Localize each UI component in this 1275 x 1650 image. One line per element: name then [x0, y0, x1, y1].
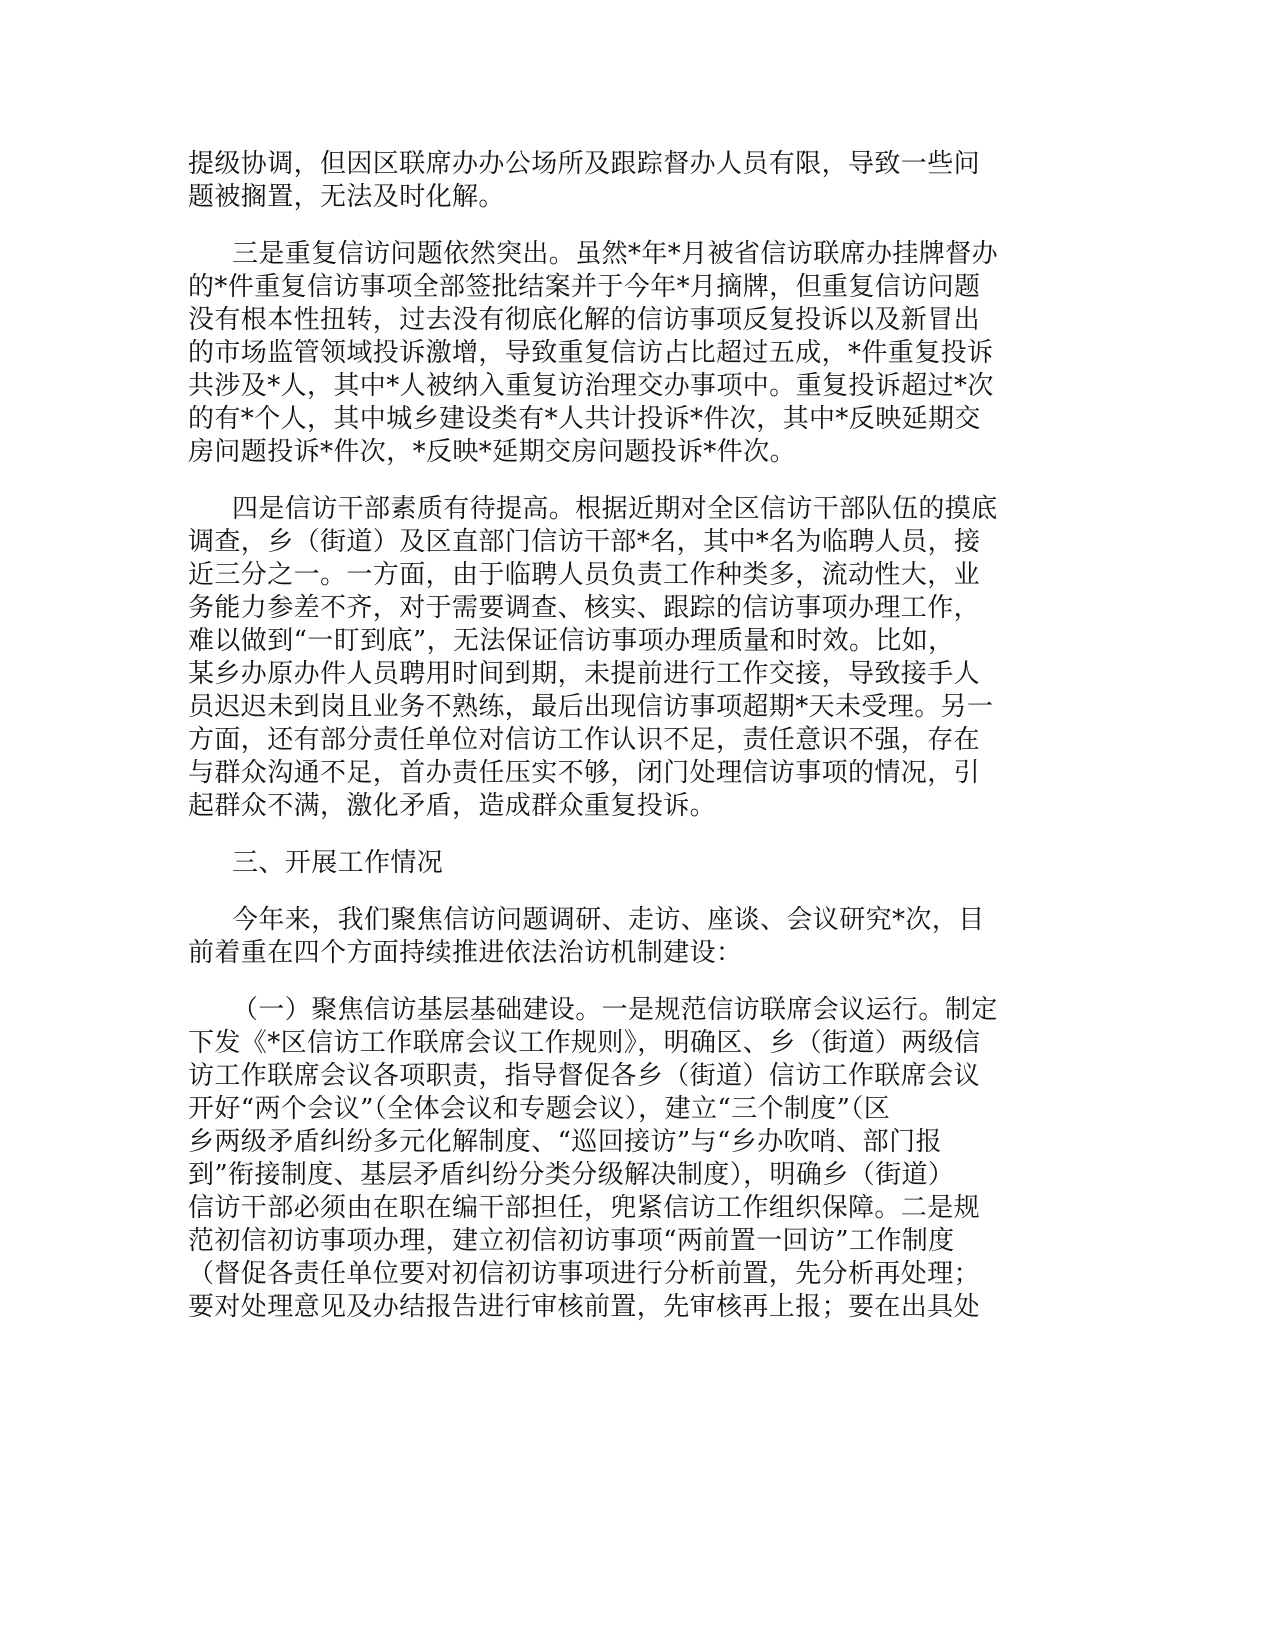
text-line: 的*件重复信访事项全部签批结案并于今年*月摘牌，但重复信访问题 [188, 272, 981, 302]
text-line: 题被搁置，无法及时化解。 [188, 182, 505, 212]
text-line: （督促各责任单位要对初信初访事项进行分析前置，先分析再处理； [188, 1259, 981, 1289]
text-line: 三是重复信访问题依然突出。虽然*年*月被省信访联席办挂牌督办 [232, 239, 999, 269]
paragraph-repeat-petitions [188, 238, 1068, 469]
text-line: 到”衔接制度、基层矛盾纠纷分类分级解决制度），明确乡（街道） [188, 1160, 955, 1190]
text-line: 员迟迟未到岗且业务不熟练，最后出现信访事项超期*天未受理。另一 [188, 692, 994, 722]
text-line: 今年来，我们聚焦信访问题调研、走访、座谈、会议研究*次，目 [232, 905, 985, 935]
text-line: 近三分之一。一方面，由于临聘人员负责工作种类多，流动性大，业 [188, 560, 981, 590]
paragraph-cadre-quality [188, 493, 1068, 823]
text-line: 调查，乡（街道）及区直部门信访干部*名，其中*名为临聘人员，接 [188, 527, 981, 557]
text-line: 务能力参差不齐，对于需要调查、核实、跟踪的信访事项办理工作， [188, 593, 981, 623]
text-line: 的有*个人，其中城乡建设类有*人共计投诉*件次，其中*反映延期交 [188, 404, 981, 434]
text-line: 与群众沟通不足，首办责任压实不够，闭门处理信访事项的情况，引 [188, 758, 981, 788]
text-line: 提级协调，但因区联席办办公场所及跟踪督办人员有限，导致一些问 [188, 149, 981, 179]
text-line: 四是信访干部素质有待提高。根据近期对全区信访干部队伍的摸底 [232, 494, 998, 524]
text-line: 访工作联席会议各项职责，指导督促各乡（街道）信访工作联席会议 [188, 1061, 981, 1091]
text-line: 的市场监管领域投诉激增，导致重复信访占比超过五成，*件重复投诉 [188, 338, 994, 368]
text-line: 前着重在四个方面持续推进依法治访机制建设： [188, 938, 743, 968]
paragraph-work-intro [188, 904, 1068, 970]
text-line: 开好“两个会议”（全体会议和专题会议），建立“三个制度”（区 [188, 1094, 891, 1124]
section-heading [188, 847, 1068, 880]
text-line: 房问题投诉*件次，*反映*延期交房问题投诉*件次。 [188, 437, 797, 467]
text-line: 难以做到“一盯到底”，无法保证信访事项办理质量和时效。比如， [188, 626, 955, 656]
text-line: 某乡办原办件人员聘用时间到期，未提前进行工作交接，导致接手人 [188, 659, 981, 689]
text-line: 要对处理意见及办结报告进行审核前置，先审核再上报；要在出具处 [188, 1292, 981, 1322]
paragraph-continuation [188, 148, 1068, 214]
text-line: 下发《*区信访工作联席会议工作规则》，明确区、乡（街道）两级信 [188, 1028, 981, 1058]
text-line: 起群众不满，激化矛盾，造成群众重复投诉。 [188, 791, 717, 821]
section-title: 三、开展工作情况 [232, 848, 444, 878]
paragraph-grassroots-building [188, 994, 1068, 1324]
document-body [188, 148, 1068, 1348]
text-line: 共涉及*人，其中*人被纳入重复访治理交办事项中。重复投诉超过*次 [188, 371, 994, 401]
text-line: 信访干部必须由在职在编干部担任，兜紧信访工作组织保障。二是规 [188, 1193, 981, 1223]
text-line: 没有根本性扭转，过去没有彻底化解的信访事项反复投诉以及新冒出 [188, 305, 981, 335]
text-line: 范初信初访事项办理，建立初信初访事项“两前置一回访”工作制度 [188, 1226, 955, 1256]
text-line: （一）聚焦信访基层基础建设。一是规范信访联席会议运行。制定 [232, 995, 998, 1025]
text-line: 方面，还有部分责任单位对信访工作认识不足，责任意识不强，存在 [188, 725, 981, 755]
text-line: 乡两级矛盾纠纷多元化解制度、“巡回接访”与“乡办吹哨、部门报 [188, 1127, 942, 1157]
